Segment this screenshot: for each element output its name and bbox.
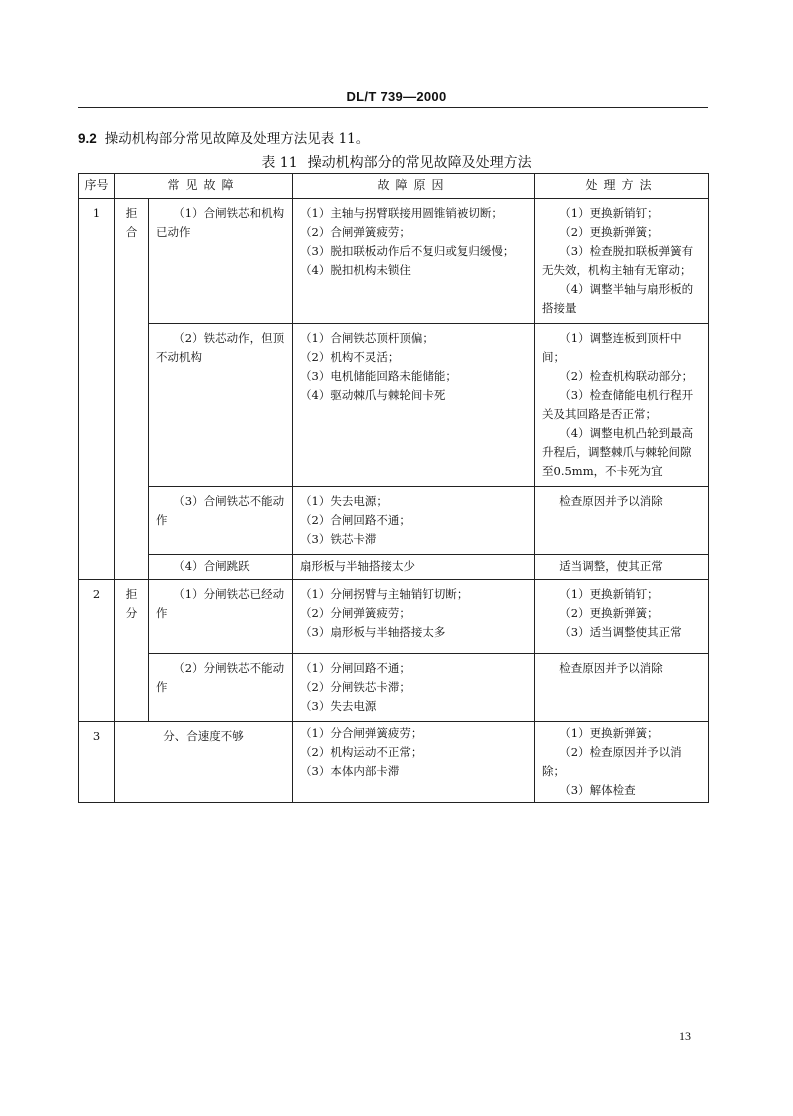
cause-line: （1）分闸回路不通；: [300, 661, 411, 675]
cause-line: （3）电机储能回路未能储能；: [300, 369, 457, 383]
table-row: [79, 555, 709, 580]
col-header-method: 处理方法: [535, 174, 709, 199]
fault-text: （1）分闸铁芯已经动作: [156, 587, 285, 620]
method-cell: [535, 722, 709, 803]
cause-line: （1）失去电源；: [300, 494, 388, 508]
method-line: （1）更换新弹簧；: [559, 726, 659, 740]
cause-line: （2）合闸回路不通；: [300, 513, 411, 527]
cause-line: （1）主轴与拐臂联接用圆锥销被切断；: [300, 206, 503, 220]
fault-text: （4）合闸跳跃: [173, 559, 250, 573]
table-row: [79, 580, 709, 654]
cause-line: （2）分闸铁芯卡滞；: [300, 680, 411, 694]
seq-cell: 2: [79, 580, 115, 722]
cause-line: （3）铁芯卡滞: [300, 532, 377, 546]
section-heading: [78, 127, 369, 147]
cause-line: （3）扇形板与半轴搭接太多: [300, 625, 446, 639]
cause-cell: [293, 555, 535, 580]
cause-line: （2）机构运动不正常；: [300, 745, 423, 759]
col-header-fault: 常见故障: [115, 174, 293, 199]
method-line: （3）适当调整使其正常: [559, 625, 682, 639]
method-cell: [535, 324, 709, 487]
method-cell: [535, 487, 709, 555]
method-line: （2）检查机构联动部分；: [559, 369, 694, 383]
fault-cell: [149, 324, 293, 487]
header-rule: [78, 107, 708, 108]
cause-line: （3）失去电源: [300, 699, 377, 713]
fault-text: （3）合闸铁芯不能动作: [156, 494, 285, 527]
fault-text: （2）分闸铁芯不能动作: [156, 661, 285, 694]
fault-cell: [149, 555, 293, 580]
method-cell: [535, 654, 709, 722]
method-line: （3）检查脱扣联板弹簧有无失效，机构主轴有无窜动；: [542, 244, 694, 277]
table-caption: [0, 152, 793, 172]
fault-text: （1）合闸铁芯和机构已动作: [156, 206, 285, 239]
method-line: （1）更换新销钉；: [559, 587, 659, 601]
cause-line: （4）驱动棘爪与棘轮间卡死: [300, 388, 446, 402]
method-line: （1）更换新销钉；: [559, 206, 659, 220]
cause-line: （3）本体内部卡滞: [300, 764, 400, 778]
col-header-cause: 故障原因: [293, 174, 535, 199]
method-line: （3）检查储能电机行程开关及其回路是否正常；: [542, 388, 694, 421]
category-cell: 拒合: [115, 199, 149, 580]
cause-line: （1）分合闸弹簧疲劳；: [300, 726, 423, 740]
cause-line: （2）分闸弹簧疲劳；: [300, 606, 411, 620]
method-cell: [535, 580, 709, 654]
method-line: （1）调整连板到顶杆中间；: [542, 331, 682, 364]
table-row: [79, 487, 709, 555]
method-line: （4）调整电机凸轮到最高升程后，调整棘爪与棘轮间隙至0.5mm，不卡死为宜: [542, 426, 694, 478]
cause-cell: [293, 324, 535, 487]
fault-cell: [149, 199, 293, 324]
fault-cell: [149, 487, 293, 555]
table-row: [79, 722, 709, 803]
cause-line: （1）合闸铁芯顶杆顶偏；: [300, 331, 434, 345]
method-cell: [535, 555, 709, 580]
section-number: 9.2: [78, 131, 97, 146]
method-line: （2）更换新弹簧；: [559, 606, 659, 620]
cause-cell: [293, 654, 535, 722]
section-text: 操动机构部分常见故障及处理方法见表 11。: [104, 131, 370, 147]
method-line: （4）调整半轴与扇形板的搭接量: [542, 282, 694, 315]
cause-cell: [293, 487, 535, 555]
seq-cell: 3: [79, 722, 115, 803]
seq-cell: 1: [79, 199, 115, 580]
method-line: （2）更换新弹簧；: [559, 225, 659, 239]
cause-cell: [293, 199, 535, 324]
cause-line: 扇形板与半轴搭接太少: [300, 559, 416, 573]
table-row: [79, 324, 709, 487]
fault-text: （2）铁芯动作，但顶不动机构: [156, 331, 285, 364]
fault-cell: [149, 580, 293, 654]
cause-line: （3）脱扣联板动作后不复归或复归缓慢；: [300, 244, 515, 258]
method-line: 适当调整，使其正常: [559, 559, 663, 573]
col-header-seq: 序号: [79, 174, 115, 199]
table-caption-number: 表 11: [261, 155, 298, 171]
table-caption-title: 操动机构部分的常见故障及处理方法: [307, 155, 532, 171]
method-line: 检查原因并予以消除: [559, 661, 663, 675]
page-number: 13: [679, 1029, 691, 1043]
table-row: [79, 199, 709, 324]
cause-line: （2）合闸弹簧疲劳；: [300, 225, 411, 239]
table-header-row: [79, 174, 709, 199]
cause-cell: [293, 580, 535, 654]
fault-cell: [149, 654, 293, 722]
document-code: DL/T 739—2000: [346, 89, 447, 104]
method-line: 检查原因并予以消除: [559, 494, 663, 508]
category-cell: 分、合速度不够: [115, 722, 293, 803]
method-cell: [535, 199, 709, 324]
cause-line: （4）脱扣机构未锁住: [300, 263, 411, 277]
method-line: （3）解体检查: [559, 783, 636, 797]
cause-line: （2）机构不灵活；: [300, 350, 400, 364]
fault-table: [78, 173, 709, 803]
cause-cell: [293, 722, 535, 803]
table-row: [79, 654, 709, 722]
cause-line: （1）分闸拐臂与主轴销钉切断；: [300, 587, 469, 601]
method-line: （2）检查原因并予以消除；: [542, 745, 682, 778]
category-cell: 拒分: [115, 580, 149, 722]
